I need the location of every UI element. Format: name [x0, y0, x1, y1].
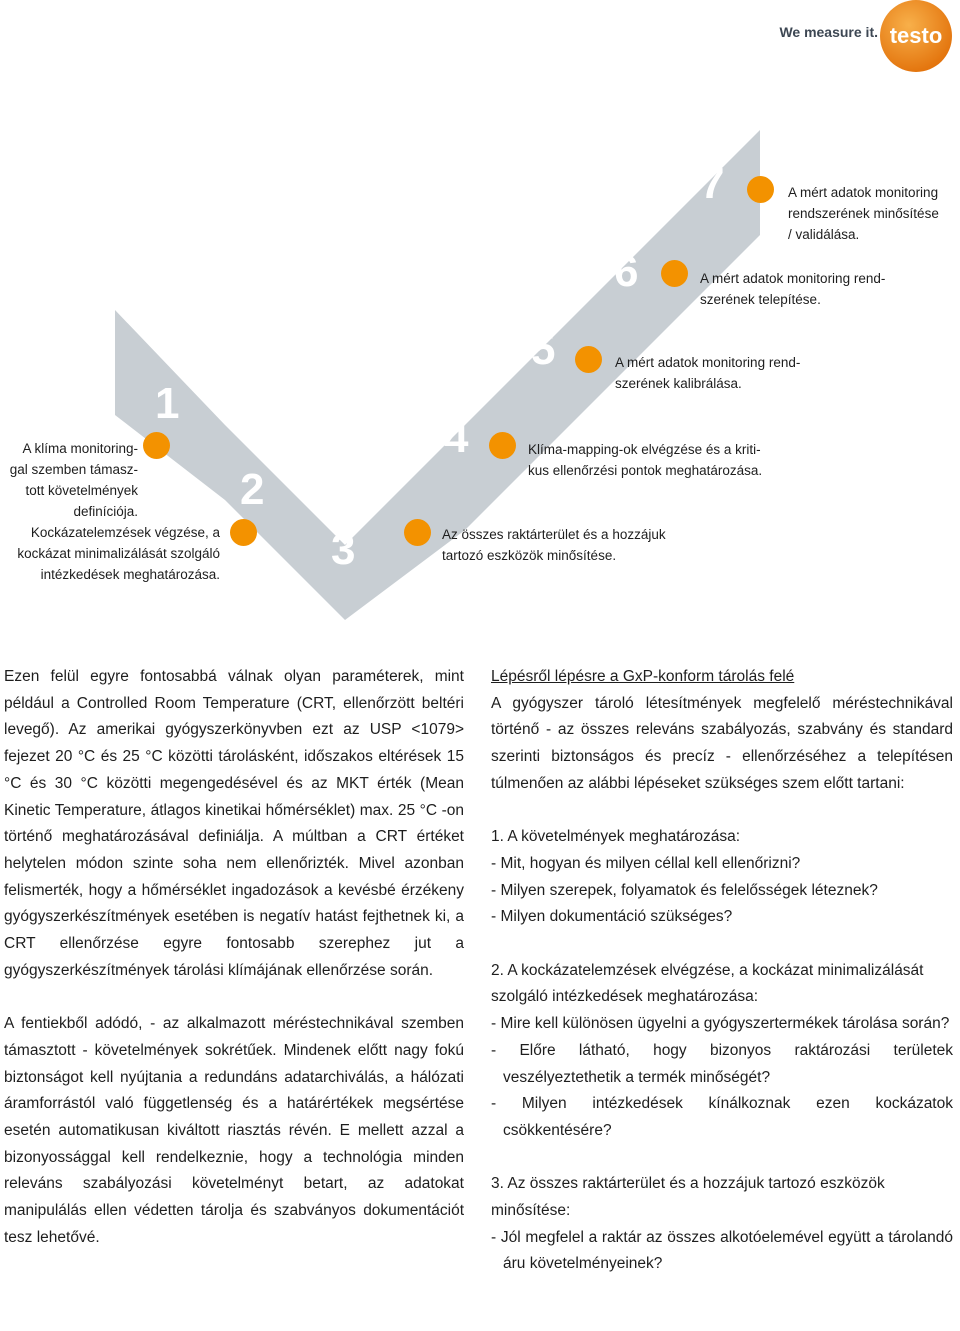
paragraph-requirements: A fentiekből adódó, - az alkalmazott méréstechnikával szemben támasztott - követelmények sokrétűek. Mindenek előtt nagy fokú biztonságot kell nyújtania a redundáns adatarchiválás, a hálózati áramforrástól való függetlenség és a határértékek megsértése esetén automatikusan kiváltott riasztás révén. E mellett azzal a bizonyossággal kell rendelkeznie, hogy a technológia minden releváns szabályozási követelményt betart, az adatokat manipulálás ellen védetten tárolja és szabványos dokumentációt tesz lehetővé.	[4, 1015, 464, 1246]
step-1-number: 1	[155, 379, 180, 428]
list-item: - Milyen dokumentáció szükséges?	[491, 908, 733, 926]
step-3-dot	[404, 519, 431, 546]
left-text-column	[4, 664, 464, 1251]
list-item: - Mire kell különösen ügyelni a gyógyszertermékek tárolása során?	[491, 1015, 950, 1033]
list-item: - Jól megfelel a raktár az összes alkotóelemével együtt a tárolandó áru követelményeinek?	[491, 1228, 953, 1273]
step-6-label: A mért adatok monitoring rend- szerének telepítése.	[700, 271, 886, 307]
list-item: - Mit, hogyan és milyen céllal kell ellenőrizni?	[491, 854, 801, 872]
testo-logo	[880, 0, 952, 72]
right-text-column	[491, 664, 953, 1278]
step-3-title: 3. Az összes raktárterület és a hozzájuk tartozó eszközök minősítése:	[491, 1175, 885, 1220]
step-7-number: 7	[700, 159, 725, 208]
step-4-number: 4	[444, 413, 469, 462]
step-5-dot	[575, 346, 602, 373]
step-4-dot	[489, 432, 516, 459]
step-1-title: 1. A követelmények meghatározása:	[491, 828, 741, 846]
section-heading: Lépésről lépésre a GxP-konform tárolás felé	[491, 668, 795, 685]
step-2-number: 2	[240, 465, 265, 514]
paragraph-crt: Ezen felül egyre fontosabbá válnak olyan paraméterek, mint például a Controlled Room Temperature (CRT, ellenőrzött beltéri levegő). Az amerikai gyógyszerkönyvben ezt az USP <1079> fejezet 20 °C és 25 °C közötti tárolásként, időszakos eltérések 15 °C és 30 °C közötti megengedésével és az MKT érték (Mean Kinetic Temperature, átlagos kinetikai hőmérséklet) max. 25 °C -on történő meghatározásával definiálja. A múltban a CRT értéket helytelen módon szinte soha nem ellenőrizték. Mivel azonban felismerték, hogy a hőmérséklet ingadozások a kevésbé érzékeny gyógyszerkészítmények esetében is negatív hatást fejthetnek ki, a CRT ellenőrzése egyre fontosabb szerephez jut a gyógyszerkészítmények tárolási klímájának ellenőrzése során.	[4, 668, 464, 979]
list-item: - Előre látható, hogy bizonyos raktározási területek veszélyeztethetik a termék minőségét?	[491, 1041, 953, 1086]
list-item: - Milyen intézkedések kínálkoznak ezen kockázatok csökkentésére?	[491, 1095, 953, 1139]
svg-text:testo: testo	[889, 23, 943, 48]
process-diagram	[0, 120, 960, 620]
step-3-number: 3	[331, 525, 356, 574]
list-item: - Milyen szerepek, folyamatok és felelősségek léteznek?	[491, 881, 878, 899]
step-2-dot	[230, 519, 257, 546]
step-6-number: 6	[614, 247, 639, 296]
step-2-title: 2. A kockázatelemzések elvégzése, a kockázat minimalizálását szolgáló intézkedések meghatározása:	[491, 961, 924, 1006]
step-1-dot	[143, 432, 170, 459]
brand-tagline: We measure it.	[779, 24, 878, 40]
step-6-dot	[661, 260, 688, 287]
step-5-number: 5	[531, 325, 556, 374]
intro-paragraph: A gyógyszer tároló létesítmények megfelelő méréstechnikával történő - az összes releváns szabályozás, szabvány és standard szerinti biztonságos és precíz - ellenőrzéséhez a telepítésen túlmenően az alábbi lépéseket szükséges szem előtt tartani:	[491, 694, 953, 792]
step-7-label: A mért adatok monitoring rendszerének minősítése / validálása.	[788, 185, 939, 242]
step-4-label: Klíma-mapping-ok elvégzése és a kriti- kus ellenőrzési pontok meghatározása.	[528, 442, 763, 478]
step-7-dot	[747, 176, 774, 203]
step-2-label: Kockázatelemzések végzése, a kockázat minimalizálását szolgáló intézkedések meghatározása.	[17, 525, 220, 582]
step-3-label: Az összes raktárterület és a hozzájuk tartozó eszközök minősítése.	[442, 527, 666, 563]
step-5-label: A mért adatok monitoring rend- szerének kalibrálása.	[615, 355, 801, 391]
step-1-label: A klíma monitoring- gal szemben támasz- tott követelmények definíciója.	[9, 441, 138, 519]
